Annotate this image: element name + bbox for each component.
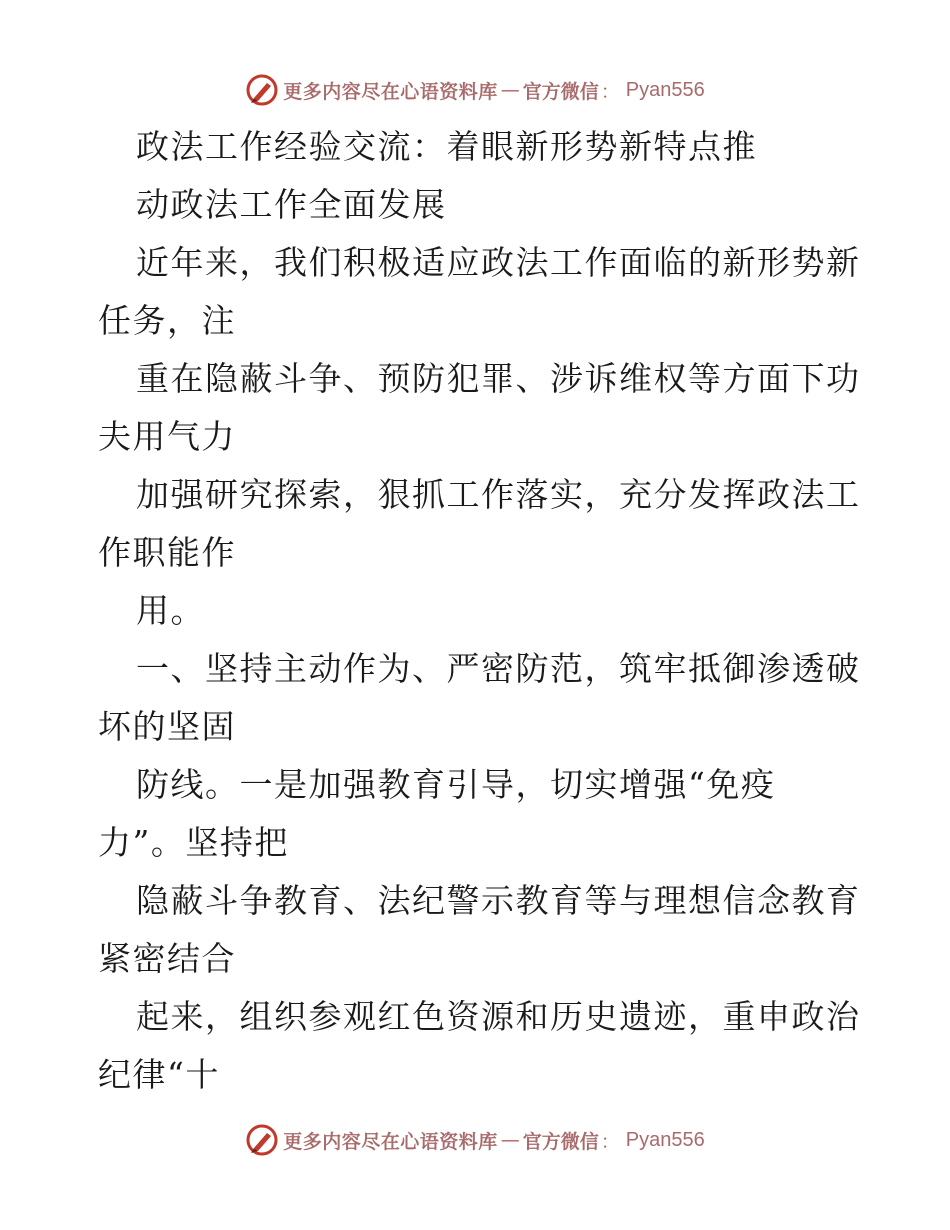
- header-watermark-banner: [0, 70, 950, 110]
- paragraph-line: 起来，组织参观红色资源和历史遗迹，重申政治: [136, 997, 861, 1036]
- document-title-line: 动政法工作全面发展: [136, 185, 447, 224]
- paragraph-line: 坏的坚固: [98, 707, 236, 746]
- paragraph-line: 用。: [136, 591, 205, 630]
- banner-text: 更多内容尽在心语资料库: [283, 1130, 498, 1153]
- document-body: [98, 118, 861, 1104]
- banner-separator: —: [500, 79, 520, 101]
- paragraph-line: 近年来，我们积极适应政法工作面临的新形势新: [136, 243, 861, 282]
- paragraph-line: 紧密结合: [98, 939, 236, 978]
- banner-wechat-id: Pyan556: [625, 78, 705, 101]
- paragraph-line: 一、坚持主动作为、严密防范，筑牢抵御渗透破: [136, 649, 861, 688]
- banner-colon: ：: [600, 1130, 620, 1153]
- banner-wechat-label: 官方微信: [522, 80, 599, 103]
- footer-watermark-banner: [0, 1120, 950, 1160]
- paragraph-line: 防线。一是加强教育引导，切实增强“免疫: [136, 765, 776, 804]
- paragraph-line: 作职能作: [98, 533, 236, 572]
- banner-wechat-label: 官方微信: [522, 1130, 599, 1153]
- paragraph-line: 力”。坚持把: [98, 823, 289, 862]
- paragraph-line: 纪律“十: [98, 1055, 220, 1094]
- pen-logo-icon: [245, 1123, 279, 1157]
- paragraph-line: 隐蔽斗争教育、法纪警示教育等与理想信念教育: [136, 881, 861, 920]
- paragraph-line: 加强研究探索，狠抓工作落实，充分发挥政法工: [136, 475, 861, 514]
- banner-separator: —: [500, 1129, 520, 1151]
- banner-colon: ：: [600, 80, 620, 103]
- document-title-line: 政法工作经验交流：着眼新形势新特点推: [136, 127, 757, 166]
- banner-wechat-id: Pyan556: [625, 1128, 705, 1151]
- paragraph-line: 重在隐蔽斗争、预防犯罪、涉诉维权等方面下功: [136, 359, 861, 398]
- paragraph-line: 夫用气力: [98, 417, 236, 456]
- banner-text: 更多内容尽在心语资料库: [283, 80, 498, 103]
- pen-logo-icon: [245, 73, 279, 107]
- paragraph-line: 任务，注: [98, 301, 236, 340]
